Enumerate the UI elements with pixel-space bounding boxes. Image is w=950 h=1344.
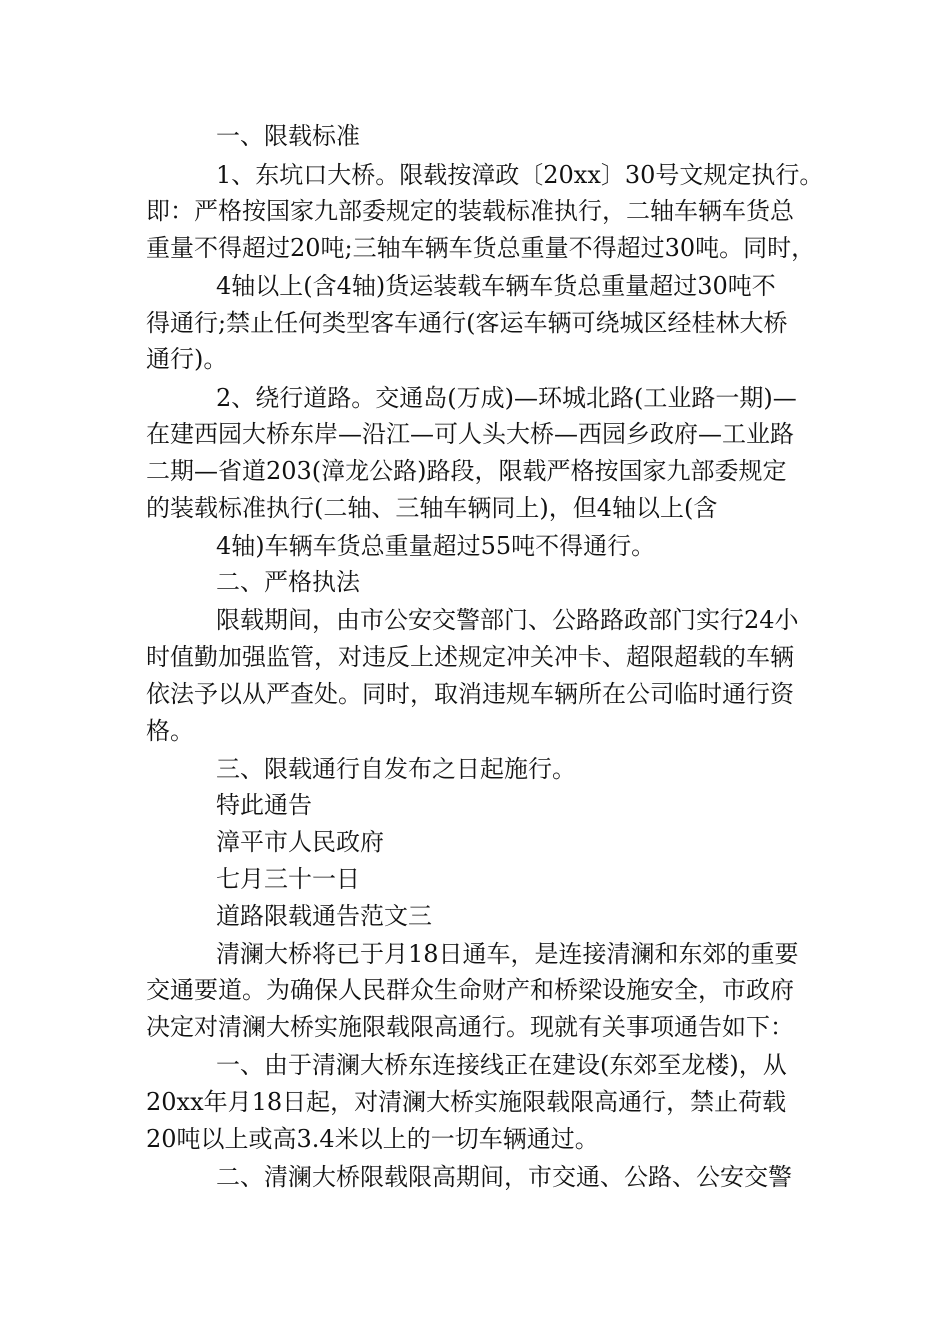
paragraph-line: 1、东坑口大桥。限载按漳政〔20xx〕30号文规定执行。: [216, 161, 824, 189]
paragraph-line: 决定对清澜大桥实施限载限高通行。现就有关事项通告如下：: [146, 1013, 794, 1041]
paragraph-line: 4轴以上(含4轴)货运装载车辆车货总重量超过30吨不: [216, 272, 776, 300]
issue-date: 七月三十一日: [216, 865, 360, 893]
paragraph-line: 二、清澜大桥限载限高期间，市交通、公路、公安交警: [216, 1163, 792, 1191]
paragraph-line: 20xx年月18日起，对清澜大桥实施限载限高通行，禁止荷载: [146, 1088, 787, 1116]
paragraph-line: 格。: [146, 717, 194, 745]
paragraph-line: 在建西园大桥东岸—沿江—可人头大桥—西园乡政府—工业路: [146, 420, 794, 448]
notice-closing: 特此通告: [216, 791, 312, 819]
paragraph-line: 2、绕行道路。交通岛(万成)—环城北路(工业路一期)—: [216, 384, 797, 412]
paragraph-line: 一、由于清澜大桥东连接线正在建设(东郊至龙楼)，从: [216, 1051, 787, 1079]
sample-title: 道路限载通告范文三: [216, 902, 432, 930]
paragraph-line: 时值勤加强监管，对违反上述规定冲关冲卡、超限超载的车辆: [146, 643, 794, 671]
paragraph-line: 交通要道。为确保人民群众生命财产和桥梁设施安全，市政府: [146, 976, 794, 1004]
paragraph-line: 4轴)车辆车货总重量超过55吨不得通行。: [216, 532, 656, 560]
paragraph-line: 重量不得超过20吨;三轴车辆车货总重量不得超过30吨。同时，: [146, 234, 816, 262]
issuer-name: 漳平市人民政府: [216, 828, 384, 856]
paragraph-line: 限载期间，由市公安交警部门、公路路政部门实行24小: [216, 606, 799, 634]
section-heading-3: 三、限载通行自发布之日起施行。: [216, 755, 576, 783]
paragraph-line: 依法予以从严查处。同时，取消违规车辆所在公司临时通行资: [146, 680, 794, 708]
section-heading-2: 二、严格执法: [216, 568, 360, 596]
paragraph-line: 的装载标准执行(二轴、三轴车辆同上)，但4轴以上(含: [146, 494, 718, 522]
paragraph-line: 清澜大桥将已于月18日通车，是连接清澜和东郊的重要: [216, 940, 799, 968]
paragraph-line: 20吨以上或高3.4米以上的一切车辆通过。: [146, 1125, 599, 1153]
section-heading-1: 一、限载标准: [216, 122, 360, 150]
paragraph-line: 二期—省道203(漳龙公路)路段，限载严格按国家九部委规定: [146, 457, 787, 485]
paragraph-line: 通行)。: [146, 345, 228, 373]
paragraph-line: 即：严格按国家九部委规定的装载标准执行，二轴车辆车货总: [146, 197, 794, 225]
paragraph-line: 得通行;禁止任何类型客车通行(客运车辆可绕城区经桂林大桥: [146, 309, 788, 337]
